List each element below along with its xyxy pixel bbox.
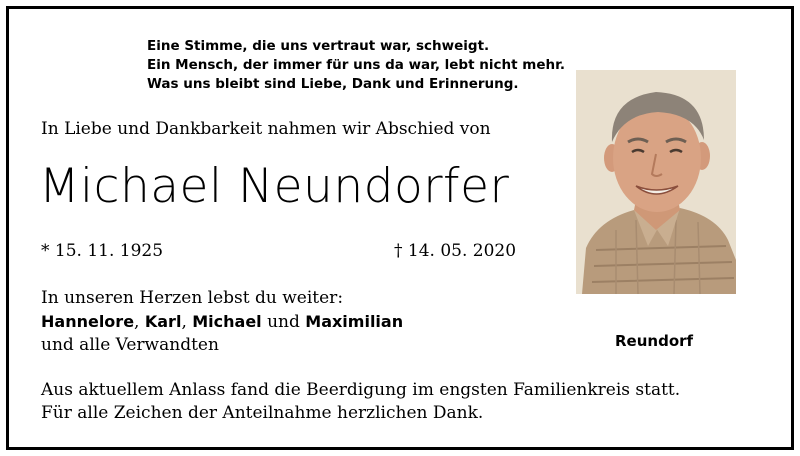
name-separator: und xyxy=(261,312,306,332)
obituary-notice xyxy=(6,6,794,450)
family-block xyxy=(41,287,403,357)
family-names xyxy=(41,310,403,334)
name-separator: , xyxy=(134,312,145,332)
verse-line: Was uns bleibt sind Liebe, Dank und Erinnerung. xyxy=(147,76,519,92)
closing-line: Für alle Zeichen der Anteilnahme herzlichen Dank. xyxy=(41,403,484,423)
closing-note xyxy=(41,379,680,425)
family-member-name: Michael xyxy=(192,312,262,331)
deceased-name: Michael Neundorfer xyxy=(39,159,510,214)
verse-line: Ein Mensch, der immer für uns da war, lebt nicht mehr. xyxy=(147,57,565,73)
family-member-name: Hannelore xyxy=(41,312,135,331)
closing-line: Aus aktuellem Anlass fand die Beerdigung im engsten Familienkreis statt. xyxy=(41,380,681,400)
verse-line: Eine Stimme, die uns vertraut war, schweigt. xyxy=(147,38,490,54)
family-member-name: Maximilian xyxy=(305,312,404,331)
birth-date: * 15. 11. 1925 xyxy=(41,241,164,261)
family-intro: In unseren Herzen lebst du weiter: xyxy=(41,288,344,308)
portrait-image xyxy=(576,70,736,294)
death-date: † 14. 05. 2020 xyxy=(394,241,517,261)
place-name: Reundorf xyxy=(615,332,694,350)
name-separator: , xyxy=(181,312,193,332)
memorial-verse xyxy=(147,37,565,94)
farewell-intro: In Liebe und Dankbarkeit nahmen wir Abschied von xyxy=(41,119,491,139)
family-member-name: Karl xyxy=(144,312,182,331)
portrait-photo xyxy=(576,70,736,294)
family-relatives: und alle Verwandten xyxy=(41,335,219,355)
